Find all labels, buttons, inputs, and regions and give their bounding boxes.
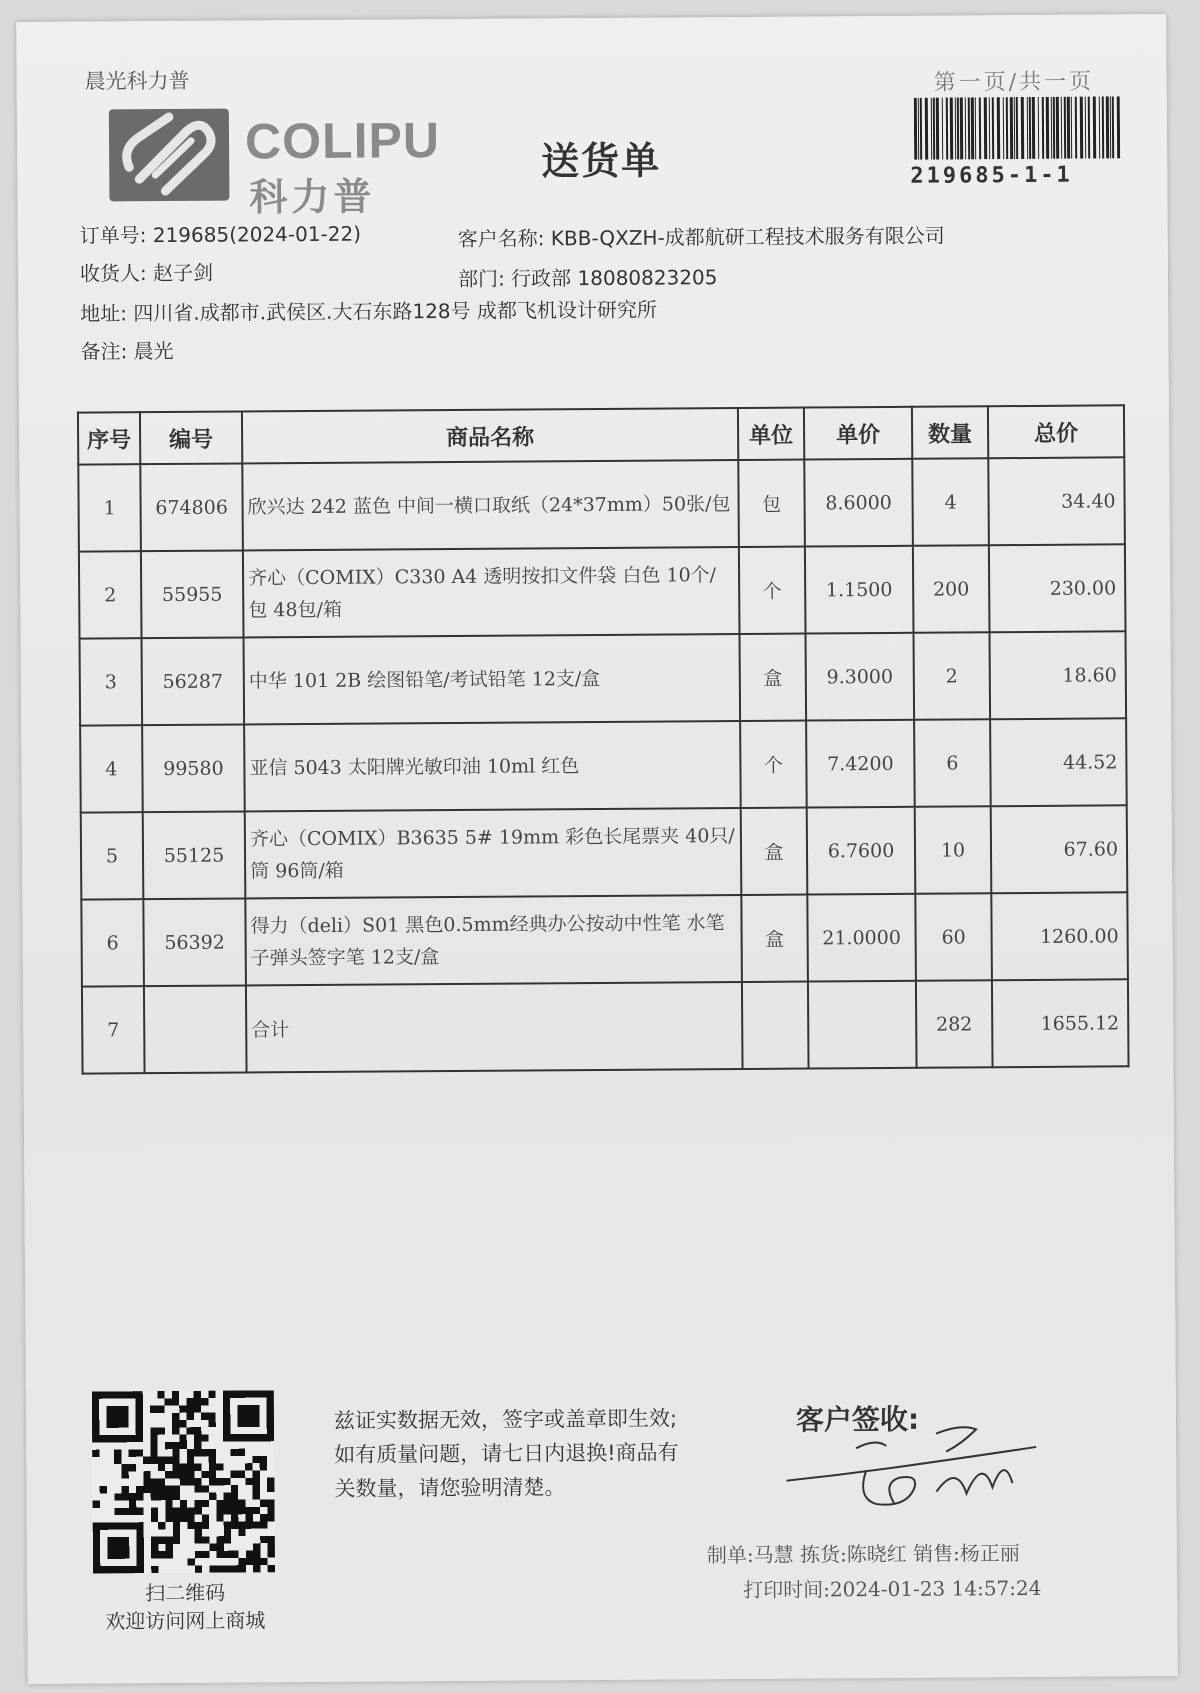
cell-price: 9.3000 <box>806 633 915 721</box>
dept-value: 行政部 18080823205 <box>511 265 718 291</box>
cell-no: 7 <box>82 986 145 1073</box>
cell-code: 55955 <box>141 550 244 638</box>
print-time: 打印时间:2024-01-23 14:57:24 <box>743 1575 1042 1602</box>
address-label: 地址: <box>80 301 128 326</box>
address-value: 四川省.成都市.武侯区.大石东路128号 成都飞机设计研究所 <box>133 297 658 326</box>
cell-no: 1 <box>78 464 141 551</box>
barcode-icon <box>914 96 1120 159</box>
cell-name: 齐心（COMIX）C330 A4 透明按扣文件袋 白色 10个/包 48包/箱 <box>243 547 740 637</box>
cell-price: 6.7600 <box>807 807 916 895</box>
cell-unit: 盒 <box>740 634 807 721</box>
table-row <box>81 892 1128 986</box>
logo-text-en: COLIPU <box>244 112 441 170</box>
cell-no: 4 <box>80 725 143 812</box>
cell-qty: 200 <box>913 545 990 633</box>
customer-label: 客户名称: <box>457 226 545 251</box>
signature-icon <box>786 1407 1077 1519</box>
total-qty: 282 <box>916 980 993 1068</box>
cell-price: 7.4200 <box>806 720 915 808</box>
order-number <box>80 218 361 249</box>
cell-unit: 盒 <box>741 895 808 982</box>
notice-line2: 如有质量问题，请七日内退换!商品有 <box>334 1440 679 1467</box>
cell-no: 3 <box>80 638 143 725</box>
receiver <box>80 257 213 287</box>
cell-total: 18.60 <box>989 631 1126 719</box>
receiver-label: 收货人: <box>79 261 147 286</box>
cell-unit: 个 <box>740 721 807 808</box>
cell-empty <box>144 985 247 1073</box>
table-total-row <box>82 979 1129 1073</box>
cell-name: 齐心（COMIX）B3635 5# 19mm 彩色长尾票夹 40只/筒 96筒/箱 <box>245 808 742 898</box>
table-row <box>80 718 1127 812</box>
cell-total: 44.52 <box>990 718 1127 806</box>
delivery-note-sheet <box>16 14 1178 1684</box>
notice-text <box>334 1401 755 1506</box>
cell-empty <box>808 981 917 1069</box>
header-name: 商品名称 <box>242 408 738 463</box>
table-row <box>78 457 1125 551</box>
cell-qty: 10 <box>915 806 992 894</box>
cell-total: 230.00 <box>989 544 1126 632</box>
cell-name: 中华 101 2B 绘图铅笔/考试铅笔 12支/盒 <box>244 634 741 724</box>
dept-label: 部门: <box>457 266 505 291</box>
remark <box>80 335 173 365</box>
table-row <box>80 631 1127 725</box>
header-code: 编号 <box>140 411 242 464</box>
header-qty: 数量 <box>912 406 988 459</box>
remark-value: 晨光 <box>133 338 174 364</box>
cell-code: 55125 <box>143 811 246 899</box>
cell-code: 99580 <box>142 724 245 812</box>
cell-code: 56392 <box>143 898 246 986</box>
cell-price: 1.1500 <box>805 546 914 634</box>
cell-code: 56287 <box>142 637 245 725</box>
remark-label: 备注: <box>80 339 128 364</box>
table-row <box>81 805 1128 899</box>
cell-price: 21.0000 <box>807 894 916 982</box>
items-table <box>77 404 1130 1074</box>
department <box>458 261 718 292</box>
header-no: 序号 <box>78 412 140 464</box>
cell-name: 得力（deli）S01 黑色0.5mm经典办公按动中性笔 水笔 子弹头签字笔 12支/盒 <box>245 895 742 985</box>
cell-price: 8.6000 <box>804 459 913 547</box>
receiver-value: 赵子剑 <box>152 260 214 286</box>
header-unit: 单位 <box>738 408 804 460</box>
cell-qty: 60 <box>915 893 992 981</box>
cell-unit: 个 <box>739 547 806 634</box>
header-total: 总价 <box>988 405 1124 458</box>
cell-total: 1260.00 <box>991 892 1128 980</box>
cell-total: 34.40 <box>988 457 1125 545</box>
barcode-number: 219685-1-1 <box>910 162 1073 189</box>
total-label: 合计 <box>246 982 743 1072</box>
qr-code-icon <box>92 1390 275 1573</box>
cell-qty: 2 <box>913 632 990 720</box>
cell-qty: 4 <box>912 458 989 546</box>
cell-unit: 包 <box>738 460 805 547</box>
order-label: 订单号: <box>79 223 147 248</box>
customer-sign-label: 客户签收: <box>795 1402 920 1437</box>
cell-name: 欣兴达 242 蓝色 中间一横口取纸（24*37mm）50张/包 <box>242 460 739 550</box>
qr-caption <box>75 1578 295 1636</box>
customer-name <box>458 220 945 252</box>
cell-total: 67.60 <box>991 805 1128 893</box>
qr-caption-line1: 扫二维码 <box>145 1580 226 1606</box>
cell-no: 5 <box>81 812 144 899</box>
colipu-logo-icon <box>109 109 230 202</box>
staff-info: 制单:马慧 拣货:陈晓红 销售:杨正丽 <box>706 1541 1020 1568</box>
cell-qty: 6 <box>914 719 991 807</box>
cell-name: 亚信 5043 太阳牌光敏印油 10ml 红色 <box>244 721 741 811</box>
header-price: 单价 <box>804 407 912 460</box>
notice-line3: 关数量，请您验明清楚。 <box>334 1475 566 1501</box>
cell-code: 674806 <box>140 463 243 551</box>
cell-no: 2 <box>79 551 142 638</box>
document-title: 送货单 <box>541 138 662 184</box>
cell-no: 6 <box>81 899 144 986</box>
customer-value: KBB-QXZH-成都航研工程技术服务有限公司 <box>550 223 945 251</box>
order-value: 219685(2024-01-22) <box>152 221 362 248</box>
table-header-row <box>78 405 1124 464</box>
page-number: 第一页/共一页 <box>933 69 1095 96</box>
logo-text-cn: 科力普 <box>249 174 376 220</box>
total-amount: 1655.12 <box>992 979 1129 1067</box>
company-small-name: 晨光科力普 <box>84 68 190 94</box>
address <box>80 294 657 327</box>
qr-caption-line2: 欢迎访问网上商城 <box>105 1608 266 1634</box>
table-row <box>79 544 1126 638</box>
cell-unit: 盒 <box>741 808 808 895</box>
notice-line1: 兹证实数据无效，签字或盖章即生效; <box>333 1406 678 1433</box>
cell-empty <box>742 982 809 1069</box>
